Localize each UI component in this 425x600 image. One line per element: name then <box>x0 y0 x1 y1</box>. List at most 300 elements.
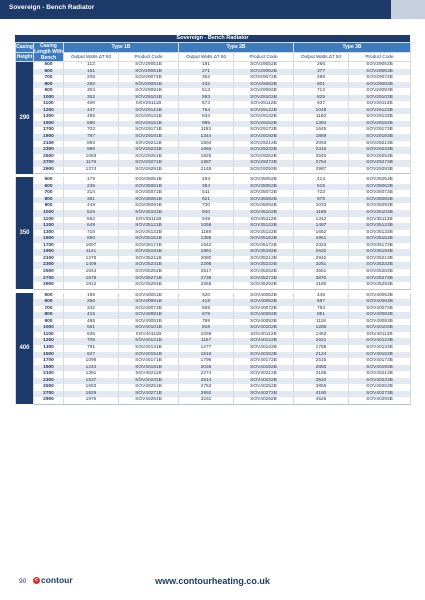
length-cell: 1200 <box>34 338 64 345</box>
code-1b-cell: SOV40051B <box>119 293 179 300</box>
code-2b-cell: SOV40172B <box>234 358 294 365</box>
output-3b-cell: 414 <box>294 177 349 184</box>
output-1b-cell: 256 <box>64 299 119 306</box>
col-header-code: Product Code <box>119 52 179 62</box>
output-3b-cell: 4190 <box>294 391 349 398</box>
code-1b-cell: SOV35121B <box>119 223 179 230</box>
output-2b-cell: 2080 <box>179 256 234 263</box>
length-cell: 1900 <box>34 134 64 141</box>
code-3b-cell: SOV40073B <box>349 306 411 313</box>
code-3b-cell: SOV40053B <box>349 293 411 300</box>
output-2b-cell: 834 <box>179 114 234 121</box>
code-1b-cell: SOV35111B <box>119 217 179 224</box>
code-2b-cell: SOV29212B <box>234 141 294 148</box>
col-header-output: Output Watts ΔT 50 <box>64 52 119 62</box>
output-3b-cell: 1621 <box>294 338 349 345</box>
code-1b-cell: SOV35191B <box>119 249 179 256</box>
output-1b-cell: 649 <box>64 223 119 230</box>
output-1b-cell: 1678 <box>64 276 119 283</box>
output-3b-cell: 825 <box>294 95 349 102</box>
output-1b-cell: 314 <box>64 190 119 197</box>
code-1b-cell: SOV35091B <box>119 203 179 210</box>
output-3b-cell: 2987 <box>294 167 349 174</box>
code-2b-cell: SOV29272B <box>234 160 294 167</box>
output-2b-cell: 432 <box>179 82 234 89</box>
code-3b-cell: SOV29213B <box>349 141 411 148</box>
length-cell: 800 <box>34 312 64 319</box>
length-cell: 2100 <box>34 371 64 378</box>
output-3b-cell: 2316 <box>294 147 349 154</box>
code-2b-cell: SOV35212B <box>234 256 294 263</box>
code-1b-cell: SOV29081B <box>119 82 179 89</box>
code-2b-cell: SOV40152B <box>234 352 294 359</box>
length-cell: 1900 <box>34 249 64 256</box>
length-cell: 2100 <box>34 256 64 263</box>
code-2b-cell: SOV40132B <box>234 345 294 352</box>
code-1b-cell: SOV29291B <box>119 167 179 174</box>
output-2b-cell: 621 <box>179 197 234 204</box>
header-row-types <box>16 43 411 53</box>
col-header-length: Casing Length With Bench <box>34 43 63 61</box>
code-2b-cell: SOV35252B <box>234 269 294 276</box>
code-1b-cell: SOV35171B <box>119 243 179 250</box>
code-2b-cell: SOV35072B <box>234 190 294 197</box>
output-3b-cell: 1160 <box>294 114 349 121</box>
code-2b-cell: SOV35062B <box>234 184 294 191</box>
output-1b-cell: 797 <box>64 134 119 141</box>
code-3b-cell: SOV29113B <box>349 101 411 108</box>
code-1b-cell: SOV29131B <box>119 114 179 121</box>
code-3b-cell: SOV29103B <box>349 95 411 102</box>
output-2b-cell: 1344 <box>179 134 234 141</box>
code-3b-cell: SOV40153B <box>349 352 411 359</box>
output-2b-cell: 2736 <box>179 276 234 283</box>
code-2b-cell: SOV35272B <box>234 276 294 283</box>
code-2b-cell: SOV29152B <box>234 121 294 128</box>
col-header-output: Output Watts ΔT 50 <box>179 52 234 62</box>
col-header-type-3b: Type 3B <box>294 43 411 53</box>
code-2b-cell: SOV40092B <box>234 319 294 326</box>
casing-height-cell: 290 <box>16 62 34 174</box>
output-2b-cell: 2955 <box>179 282 234 289</box>
page-number: 90 <box>19 578 27 585</box>
length-cell: 1700 <box>34 243 64 250</box>
code-1b-cell: SOV40111B <box>119 332 179 339</box>
length-cell: 2900 <box>34 282 64 289</box>
output-1b-cell: 927 <box>64 352 119 359</box>
code-1b-cell: SOV29061B <box>119 69 179 76</box>
output-2b-cell: 2298 <box>179 262 234 269</box>
output-2b-cell: 1058 <box>179 223 234 230</box>
code-2b-cell: SOV40102B <box>234 325 294 332</box>
code-3b-cell: SOV29233B <box>349 147 411 154</box>
code-1b-cell: SOV35251B <box>119 269 179 276</box>
header-row-subs <box>16 52 411 62</box>
code-2b-cell: SOV40232B <box>234 378 294 385</box>
output-1b-cell: 1275 <box>64 256 119 263</box>
length-cell: 600 <box>34 184 64 191</box>
output-1b-cell: 1391 <box>64 371 119 378</box>
code-3b-cell: SOV40123B <box>349 338 411 345</box>
product-spec-table <box>15 42 411 405</box>
output-2b-cell: 2035 <box>179 365 234 372</box>
length-cell: 700 <box>34 190 64 197</box>
code-2b-cell: SOV29232B <box>234 147 294 154</box>
length-cell: 1100 <box>34 332 64 339</box>
code-3b-cell: SOV35153B <box>349 236 411 243</box>
code-3b-cell: SOV40133B <box>349 345 411 352</box>
output-3b-cell: 1188 <box>294 210 349 217</box>
output-3b-cell: 1342 <box>294 217 349 224</box>
code-1b-cell: SOV29251B <box>119 154 179 161</box>
output-2b-cell: 1183 <box>179 127 234 134</box>
col-header-type-2b: Type 2B <box>179 43 294 53</box>
code-3b-cell: SOV40083B <box>349 312 411 319</box>
output-2b-cell: 2753 <box>179 384 234 391</box>
output-1b-cell: 635 <box>64 332 119 339</box>
length-cell: 1700 <box>34 358 64 365</box>
length-cell: 900 <box>34 203 64 210</box>
output-1b-cell: 515 <box>64 210 119 217</box>
code-3b-cell: SOV35173B <box>349 243 411 250</box>
code-2b-cell: SOV40082B <box>234 312 294 319</box>
table-row <box>16 62 411 69</box>
code-3b-cell: SOV40233B <box>349 378 411 385</box>
code-1b-cell: SOV35291B <box>119 282 179 289</box>
output-2b-cell: 1861 <box>179 249 234 256</box>
length-cell: 1000 <box>34 325 64 332</box>
code-1b-cell: SOV29101B <box>119 95 179 102</box>
code-3b-cell: SOV29193B <box>349 134 411 141</box>
output-1b-cell: 893 <box>64 141 119 148</box>
length-cell: 1500 <box>34 121 64 128</box>
output-2b-cell: 593 <box>179 95 234 102</box>
code-2b-cell: SOV40252B <box>234 384 294 391</box>
header-accent-block <box>391 0 425 19</box>
code-2b-cell: SOV35232B <box>234 262 294 269</box>
length-cell: 1700 <box>34 127 64 134</box>
length-cell: 1900 <box>34 365 64 372</box>
output-3b-cell: 601 <box>294 82 349 89</box>
code-1b-cell: SOV29271B <box>119 160 179 167</box>
code-3b-cell: SOV40213B <box>349 371 411 378</box>
code-2b-cell: SOV40052B <box>234 293 294 300</box>
output-1b-cell: 1141 <box>64 249 119 256</box>
casing-height-cell: 350 <box>16 177 34 289</box>
output-3b-cell: 1645 <box>294 127 349 134</box>
output-1b-cell: 209 <box>64 75 119 82</box>
code-3b-cell: SOV35273B <box>349 276 411 283</box>
output-3b-cell: 1788 <box>294 345 349 352</box>
length-cell: 2500 <box>34 154 64 161</box>
output-2b-cell: 271 <box>179 69 234 76</box>
length-cell: 1500 <box>34 236 64 243</box>
code-3b-cell: SOV40063B <box>349 299 411 306</box>
output-1b-cell: 304 <box>64 88 119 95</box>
code-1b-cell: SOV29151B <box>119 121 179 128</box>
output-2b-cell: 1826 <box>179 154 234 161</box>
length-cell: 2300 <box>34 378 64 385</box>
code-2b-cell: SOV40272B <box>234 391 294 398</box>
code-1b-cell: SOV40151B <box>119 352 179 359</box>
code-3b-cell: SOV35213B <box>349 256 411 263</box>
output-2b-cell: 1987 <box>179 160 234 167</box>
length-cell: 500 <box>34 177 64 184</box>
code-2b-cell: SOV29062B <box>234 69 294 76</box>
output-2b-cell: 384 <box>179 184 234 191</box>
col-header-height: Height <box>16 53 33 60</box>
code-2b-cell: SOV29292B <box>234 167 294 174</box>
output-1b-cell: 582 <box>64 217 119 224</box>
output-1b-cell: 1409 <box>64 262 119 269</box>
output-2b-cell: 730 <box>179 203 234 210</box>
code-3b-cell: SOV35193B <box>349 249 411 256</box>
code-1b-cell: SOV29191B <box>119 134 179 141</box>
output-1b-cell: 488 <box>64 319 119 326</box>
length-cell: 1300 <box>34 345 64 352</box>
output-3b-cell: 937 <box>294 101 349 108</box>
code-3b-cell: SOV35093B <box>349 203 411 210</box>
code-3b-cell: SOV35083B <box>349 197 411 204</box>
output-1b-cell: 448 <box>64 203 119 210</box>
output-3b-cell: 4526 <box>294 397 349 404</box>
code-2b-cell: SOV29092B <box>234 88 294 95</box>
code-3b-cell: SOV35133B <box>349 230 411 237</box>
code-1b-cell: SOV40271B <box>119 391 179 398</box>
output-3b-cell: 2124 <box>294 352 349 359</box>
output-3b-cell: 3251 <box>294 262 349 269</box>
output-1b-cell: 702 <box>64 127 119 134</box>
output-2b-cell: 2514 <box>179 378 234 385</box>
code-1b-cell: SOV40121B <box>119 338 179 345</box>
code-3b-cell: SOV35063B <box>349 184 411 191</box>
output-3b-cell: 1118 <box>294 319 349 326</box>
output-3b-cell: 1384 <box>294 121 349 128</box>
code-2b-cell: SOV40192B <box>234 365 294 372</box>
casing-height-cell: 400 <box>16 293 34 405</box>
output-2b-cell: 2274 <box>179 371 234 378</box>
website-url[interactable]: www.contourheating.co.uk <box>155 576 270 586</box>
length-cell: 2500 <box>34 384 64 391</box>
length-cell: 800 <box>34 82 64 89</box>
code-3b-cell: SOV35113B <box>349 217 411 224</box>
output-3b-cell: 2764 <box>294 160 349 167</box>
output-1b-cell: 1544 <box>64 269 119 276</box>
output-3b-cell: 489 <box>294 75 349 82</box>
output-3b-cell: 2632 <box>294 249 349 256</box>
code-3b-cell: SOV40113B <box>349 332 411 339</box>
code-2b-cell: SOV35152B <box>234 236 294 243</box>
code-1b-cell: SOV35151B <box>119 236 179 243</box>
code-2b-cell: SOV35082B <box>234 197 294 204</box>
output-3b-cell: 1033 <box>294 203 349 210</box>
output-2b-cell: 352 <box>179 75 234 82</box>
col-header-code: Product Code <box>349 52 411 62</box>
output-3b-cell: 2850 <box>294 365 349 372</box>
length-cell: 2300 <box>34 147 64 154</box>
output-1b-cell: 1007 <box>64 243 119 250</box>
length-cell: 1000 <box>34 210 64 217</box>
code-2b-cell: SOV29102B <box>234 95 294 102</box>
length-cell: 1100 <box>34 101 64 108</box>
output-1b-cell: 1976 <box>64 397 119 404</box>
table-row <box>16 282 411 289</box>
output-2b-cell: 1642 <box>179 243 234 250</box>
output-1b-cell: 850 <box>64 236 119 243</box>
output-1b-cell: 1537 <box>64 378 119 385</box>
output-1b-cell: 256 <box>64 82 119 89</box>
output-3b-cell: 1048 <box>294 108 349 115</box>
output-1b-cell: 161 <box>64 69 119 76</box>
code-2b-cell: SOV29052B <box>234 62 294 69</box>
output-3b-cell: 1869 <box>294 134 349 141</box>
output-1b-cell: 1083 <box>64 154 119 161</box>
output-2b-cell: 191 <box>179 62 234 69</box>
code-1b-cell: SOV35051B <box>119 177 179 184</box>
code-2b-cell: SOV40292B <box>234 397 294 404</box>
table-banner: Sovereign - Bench Radiator <box>15 35 410 42</box>
col-header-type-1b: Type 1B <box>64 43 179 53</box>
code-1b-cell: SOV29121B <box>119 108 179 115</box>
output-3b-cell: 446 <box>294 293 349 300</box>
output-3b-cell: 1286 <box>294 325 349 332</box>
code-3b-cell: SOV35233B <box>349 262 411 269</box>
output-3b-cell: 266 <box>294 62 349 69</box>
code-1b-cell: SOV40091B <box>119 319 179 326</box>
output-1b-cell: 1812 <box>64 282 119 289</box>
code-1b-cell: SOV40071B <box>119 306 179 313</box>
code-3b-cell: SOV29273B <box>349 160 411 167</box>
length-cell: 700 <box>34 306 64 313</box>
code-1b-cell: SOV29211B <box>119 141 179 148</box>
code-3b-cell: SOV40173B <box>349 358 411 365</box>
length-cell: 2700 <box>34 391 64 398</box>
output-2b-cell: 1796 <box>179 358 234 365</box>
output-3b-cell: 713 <box>294 88 349 95</box>
code-2b-cell: SOV40072B <box>234 306 294 313</box>
output-1b-cell: 1274 <box>64 167 119 174</box>
output-3b-cell: 2515 <box>294 358 349 365</box>
table-row <box>16 397 411 404</box>
output-3b-cell: 2942 <box>294 256 349 263</box>
code-2b-cell: SOV40062B <box>234 299 294 306</box>
output-1b-cell: 495 <box>64 114 119 121</box>
code-3b-cell: SOV40103B <box>349 325 411 332</box>
code-2b-cell: SOV35172B <box>234 243 294 250</box>
output-1b-cell: 590 <box>64 121 119 128</box>
output-1b-cell: 381 <box>64 197 119 204</box>
output-3b-cell: 783 <box>294 306 349 313</box>
code-1b-cell: SOV29091B <box>119 88 179 95</box>
code-1b-cell: SOV29231B <box>119 147 179 154</box>
output-2b-cell: 1386 <box>179 236 234 243</box>
length-cell: 600 <box>34 299 64 306</box>
output-1b-cell: 1098 <box>64 358 119 365</box>
code-2b-cell: SOV40122B <box>234 338 294 345</box>
output-1b-cell: 708 <box>64 338 119 345</box>
code-2b-cell: SOV29122B <box>234 108 294 115</box>
length-cell: 1300 <box>34 114 64 121</box>
output-2b-cell: 3231 <box>179 397 234 404</box>
code-3b-cell: SOV29293B <box>349 167 411 174</box>
code-3b-cell: SOV40193B <box>349 365 411 372</box>
output-1b-cell: 561 <box>64 325 119 332</box>
code-2b-cell: SOV35112B <box>234 217 294 224</box>
output-2b-cell: 1516 <box>179 352 234 359</box>
length-cell: 2500 <box>34 269 64 276</box>
output-3b-cell: 3520 <box>294 378 349 385</box>
output-1b-cell: 447 <box>64 108 119 115</box>
code-3b-cell: SOV35253B <box>349 269 411 276</box>
code-1b-cell: SOV35231B <box>119 262 179 269</box>
output-1b-cell: 781 <box>64 345 119 352</box>
output-1b-cell: 179 <box>64 177 119 184</box>
output-3b-cell: 2093 <box>294 141 349 148</box>
length-cell: 2700 <box>34 160 64 167</box>
col-header-output: Output Watts ΔT 50 <box>294 52 349 62</box>
code-1b-cell: SOV29171B <box>119 127 179 134</box>
output-1b-cell: 1683 <box>64 384 119 391</box>
output-2b-cell: 320 <box>179 293 234 300</box>
output-3b-cell: 951 <box>294 312 349 319</box>
output-3b-cell: 1453 <box>294 332 349 339</box>
code-1b-cell: SOV40061B <box>119 299 179 306</box>
output-2b-cell: 2992 <box>179 391 234 398</box>
code-1b-cell: SOV29111B <box>119 101 179 108</box>
col-header-code: Product Code <box>234 52 294 62</box>
output-1b-cell: 1244 <box>64 365 119 372</box>
length-cell: 2900 <box>34 397 64 404</box>
code-3b-cell: SOV29073B <box>349 75 411 82</box>
code-1b-cell: SOV40211B <box>119 371 179 378</box>
output-3b-cell: 3870 <box>294 276 349 283</box>
output-2b-cell: 1157 <box>179 338 234 345</box>
code-2b-cell: SOV29082B <box>234 82 294 89</box>
logo-c-icon: c <box>33 577 40 584</box>
output-3b-cell: 1497 <box>294 223 349 230</box>
code-1b-cell: SOV35101B <box>119 210 179 217</box>
code-3b-cell: SOV35073B <box>349 190 411 197</box>
code-3b-cell: SOV35293B <box>349 282 411 289</box>
output-2b-cell: 1168 <box>179 230 234 237</box>
output-1b-cell: 716 <box>64 230 119 237</box>
code-3b-cell: SOV29173B <box>349 127 411 134</box>
length-cell: 2900 <box>34 167 64 174</box>
output-3b-cell: 1652 <box>294 230 349 237</box>
code-1b-cell: SOV29071B <box>119 75 179 82</box>
length-cell: 1200 <box>34 223 64 230</box>
section-title: Sovereign - Bench Radiator <box>9 4 95 11</box>
output-2b-cell: 559 <box>179 306 234 313</box>
length-cell: 600 <box>34 69 64 76</box>
output-3b-cell: 3561 <box>294 269 349 276</box>
output-3b-cell: 1961 <box>294 236 349 243</box>
code-1b-cell: SOV35081B <box>119 197 179 204</box>
code-3b-cell: SOV29063B <box>349 69 411 76</box>
code-1b-cell: SOV35131B <box>119 230 179 237</box>
code-3b-cell: SOV40253B <box>349 384 411 391</box>
code-3b-cell: SOV40093B <box>349 319 411 326</box>
output-2b-cell: 513 <box>179 88 234 95</box>
output-2b-cell: 1504 <box>179 141 234 148</box>
code-1b-cell: SOV35071B <box>119 190 179 197</box>
code-2b-cell: SOV29252B <box>234 154 294 161</box>
code-2b-cell: SOV29132B <box>234 114 294 121</box>
output-2b-cell: 1665 <box>179 147 234 154</box>
output-1b-cell: 1179 <box>64 160 119 167</box>
output-2b-cell: 419 <box>179 299 234 306</box>
table-row <box>16 167 411 174</box>
